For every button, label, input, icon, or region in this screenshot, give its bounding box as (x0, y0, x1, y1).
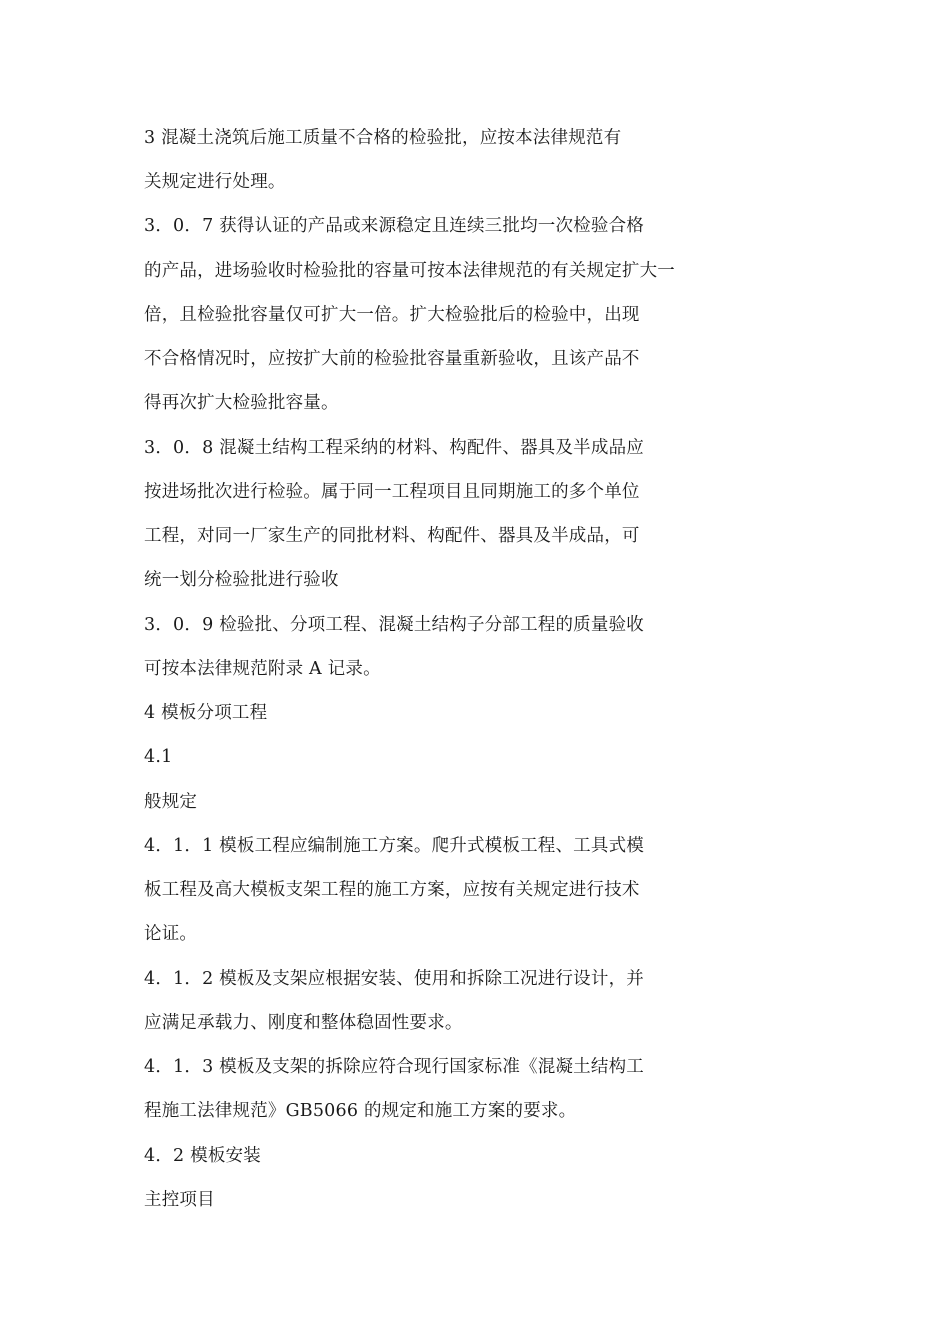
subsection-heading: 4．2 模板安装 (144, 1146, 261, 1166)
text-line: 得再次扩大检验批容量。 (144, 393, 339, 413)
subsection-number: 4.1 (144, 747, 173, 767)
clause-4-1-2: 4．1．2 模板及支架应根据安装、使用和拆除工况进行设计，并 (144, 969, 644, 989)
text-line: 应满足承载力、刚度和整体稳固性要求。 (144, 1013, 463, 1033)
text-line: 3 混凝土浇筑后施工质量不合格的检验批，应按本法律规范有 (144, 128, 622, 148)
text-line: 的产品，进场验收时检验批的容量可按本法律规范的有关规定扩大一 (144, 261, 675, 281)
subsection-heading: 般规定 (144, 792, 198, 812)
text-line: 板工程及高大模板支架工程的施工方案，应按有关规定进行技术 (144, 880, 640, 900)
text-line: 工程，对同一厂家生产的同批材料、构配件、器具及半成品，可 (144, 526, 640, 546)
clause-4-1-3: 4．1．3 模板及支架的拆除应符合现行国家标准《混凝土结构工 (144, 1057, 644, 1077)
clause-3-0-7: 3．0．7 获得认证的产品或来源稳定且连续三批均一次检验合格 (144, 216, 644, 236)
text-line: 程施工法律规范》GB5066 的规定和施工方案的要求。 (144, 1101, 577, 1121)
clause-4-1-1: 4．1．1 模板工程应编制施工方案。爬升式模板工程、工具式模 (144, 836, 644, 856)
text-line: 按进场批次进行检验。属于同一工程项目且同期施工的多个单位 (144, 482, 640, 502)
text-line: 关规定进行处理。 (144, 172, 286, 192)
section-heading: 4 模板分项工程 (144, 703, 268, 723)
text-line: 倍，且检验批容量仅可扩大一倍。扩大检验批后的检验中，出现 (144, 305, 640, 325)
text-line: 统一划分检验批进行验收 (144, 570, 339, 590)
clause-3-0-8: 3．0．8 混凝土结构工程采纳的材料、构配件、器具及半成品应 (144, 438, 644, 458)
text-line: 可按本法律规范附录 A 记录。 (144, 659, 381, 679)
text-line: 论证。 (144, 924, 198, 944)
category-heading: 主控项目 (144, 1190, 215, 1210)
clause-3-0-9: 3．0．9 检验批、分项工程、混凝土结构子分部工程的质量验收 (144, 615, 644, 635)
text-line: 不合格情况时，应按扩大前的检验批容量重新验收，且该产品不 (144, 349, 640, 369)
